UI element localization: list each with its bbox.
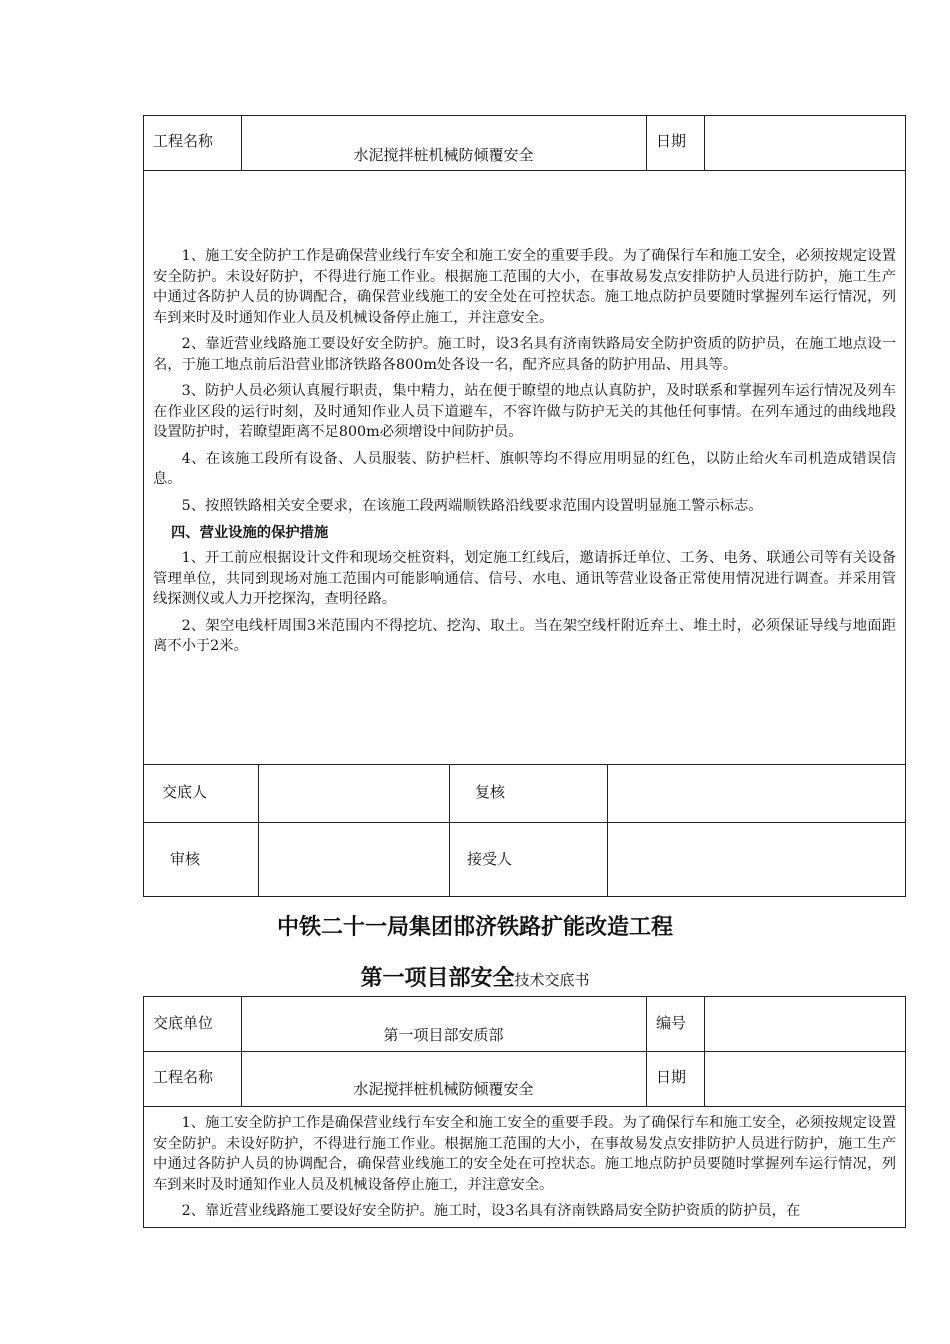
safety-paragraph: 5、按照铁路相关安全要求，在该施工段两端顺铁路沿线要求范围内设置明显施工警示标志。 [181, 497, 763, 514]
document-subtitle [0, 961, 950, 992]
document-title: 中铁二十一局集团邯济铁路扩能改造工程 [276, 915, 673, 940]
receiver-label: 接受人 [467, 850, 513, 868]
safety-paragraph: 2、靠近营业线路施工要设好安全防护。施工时，设3名具有济南铁路局安全防护资质的防护员，在施工地点设一名，于施工地点前后沿营业邯济铁路各800m处各设一名，配齐应具备的防护用品、用具等。 [153, 336, 896, 373]
protection-paragraph: 1、开工前应根据设计文件和现场交桩资料，划定施工红线后，邀请拆迁单位、工务、电务、联通公司等有关设备管理单位，共同到现场对施工范围内可能影响通信、信号、水电、通讯等营业设备正常使用情况进行调查。并采用管线探测仪或人力开挖探沟，查明径路。 [153, 550, 896, 607]
disclosure-unit-label: 交底单位 [153, 1014, 214, 1032]
subtitle-normal-part: 技术交底书 [514, 971, 590, 989]
table1-content [153, 246, 896, 657]
disclosure-unit-value: 第一项目部安质部 [383, 1026, 504, 1044]
number-label: 编号 [656, 1014, 687, 1032]
table2-col-divider [646, 996, 647, 1106]
table1-col-divider [704, 115, 705, 170]
safety-paragraph: 1、施工安全防护工作是确保营业线行车安全和施工安全的重要手段。为了确保行车和施工安全，必须按规定设置安全防护。未设好防护，不得进行施工作业。根据施工范围的大小，在事故易发点安排防护人员进行防护，施工生产中通过各防护人员的协调配合，确保营业线施工的安全处在可控状态。施工地点防护员要随时掌握列车运行情况，列车到来时及时通知作业人员及机械设备停止施工，并注意安全。 [153, 1115, 896, 1193]
signoff-col-divider [449, 764, 450, 897]
project-name-label: 工程名称 [153, 1068, 214, 1086]
safety-paragraph: 2、靠近营业线路施工要设好安全防护。施工时，设3名具有济南铁路局安全防护资质的防护员，在 [181, 1203, 801, 1219]
subtitle-bold-part: 第一项目部安全 [360, 966, 515, 991]
safety-paragraph: 3、防护人员必须认真履行职责，集中精力，站在便于瞭望的地点认真防护，及时联系和掌握列车运行情况及列车在作业区段的运行时刻，及时通知作业人员下道避车，不容许做与防护无关的其他任何事情。在列车通过的曲线地段设置防护时，若瞭望距离不足800m必须增设中间防护员。 [153, 383, 896, 440]
table2-content [153, 1113, 896, 1225]
audit-label: 审核 [170, 850, 201, 868]
project-name-value: 水泥搅拌桩机械防倾覆安全 [353, 146, 534, 164]
project-name-value: 水泥搅拌桩机械防倾覆安全 [353, 1080, 534, 1098]
table2-col-divider [704, 996, 705, 1106]
safety-paragraph: 1、施工安全防护工作是确保营业线行车安全和施工安全的重要手段。为了确保行车和施工安全，必须按规定设置安全防护。未设好防护，不得进行施工作业。根据施工范围的大小，在事故易发点安排防护人员进行防护，施工生产中通过各防护人员的协调配合，确保营业线施工的安全处在可控状态。施工地点防护员要随时掌握列车运行情况，列车到来时及时通知作业人员及机械设备停止施工，并注意安全。 [153, 248, 896, 326]
section-heading: 四、营业设施的保护措施 [171, 525, 329, 541]
handover-person-label: 交底人 [162, 783, 208, 801]
protection-paragraph: 2、架空电线杆周围3米范围内不得挖坑、挖沟、取土。当在架空线杆附近弃土、堆土时，必须保证导线与地面距离不小于2米。 [153, 617, 896, 654]
table1-header-divider [143, 170, 906, 171]
signoff-col-divider [607, 764, 608, 897]
table1-col-divider [646, 115, 647, 170]
date-label: 日期 [656, 1068, 687, 1086]
date-label: 日期 [656, 132, 687, 150]
safety-paragraph: 4、在该施工段所有设备、人员服装、防护栏杆、旗帜等均不得应用明显的红色，以防止给火车司机造成错误信息。 [153, 450, 896, 487]
table2-row-divider [143, 1106, 906, 1107]
review-label: 复核 [475, 783, 506, 801]
table2-row-divider [143, 1051, 906, 1052]
project-name-label: 工程名称 [153, 132, 214, 150]
signoff-col-divider [258, 764, 259, 897]
